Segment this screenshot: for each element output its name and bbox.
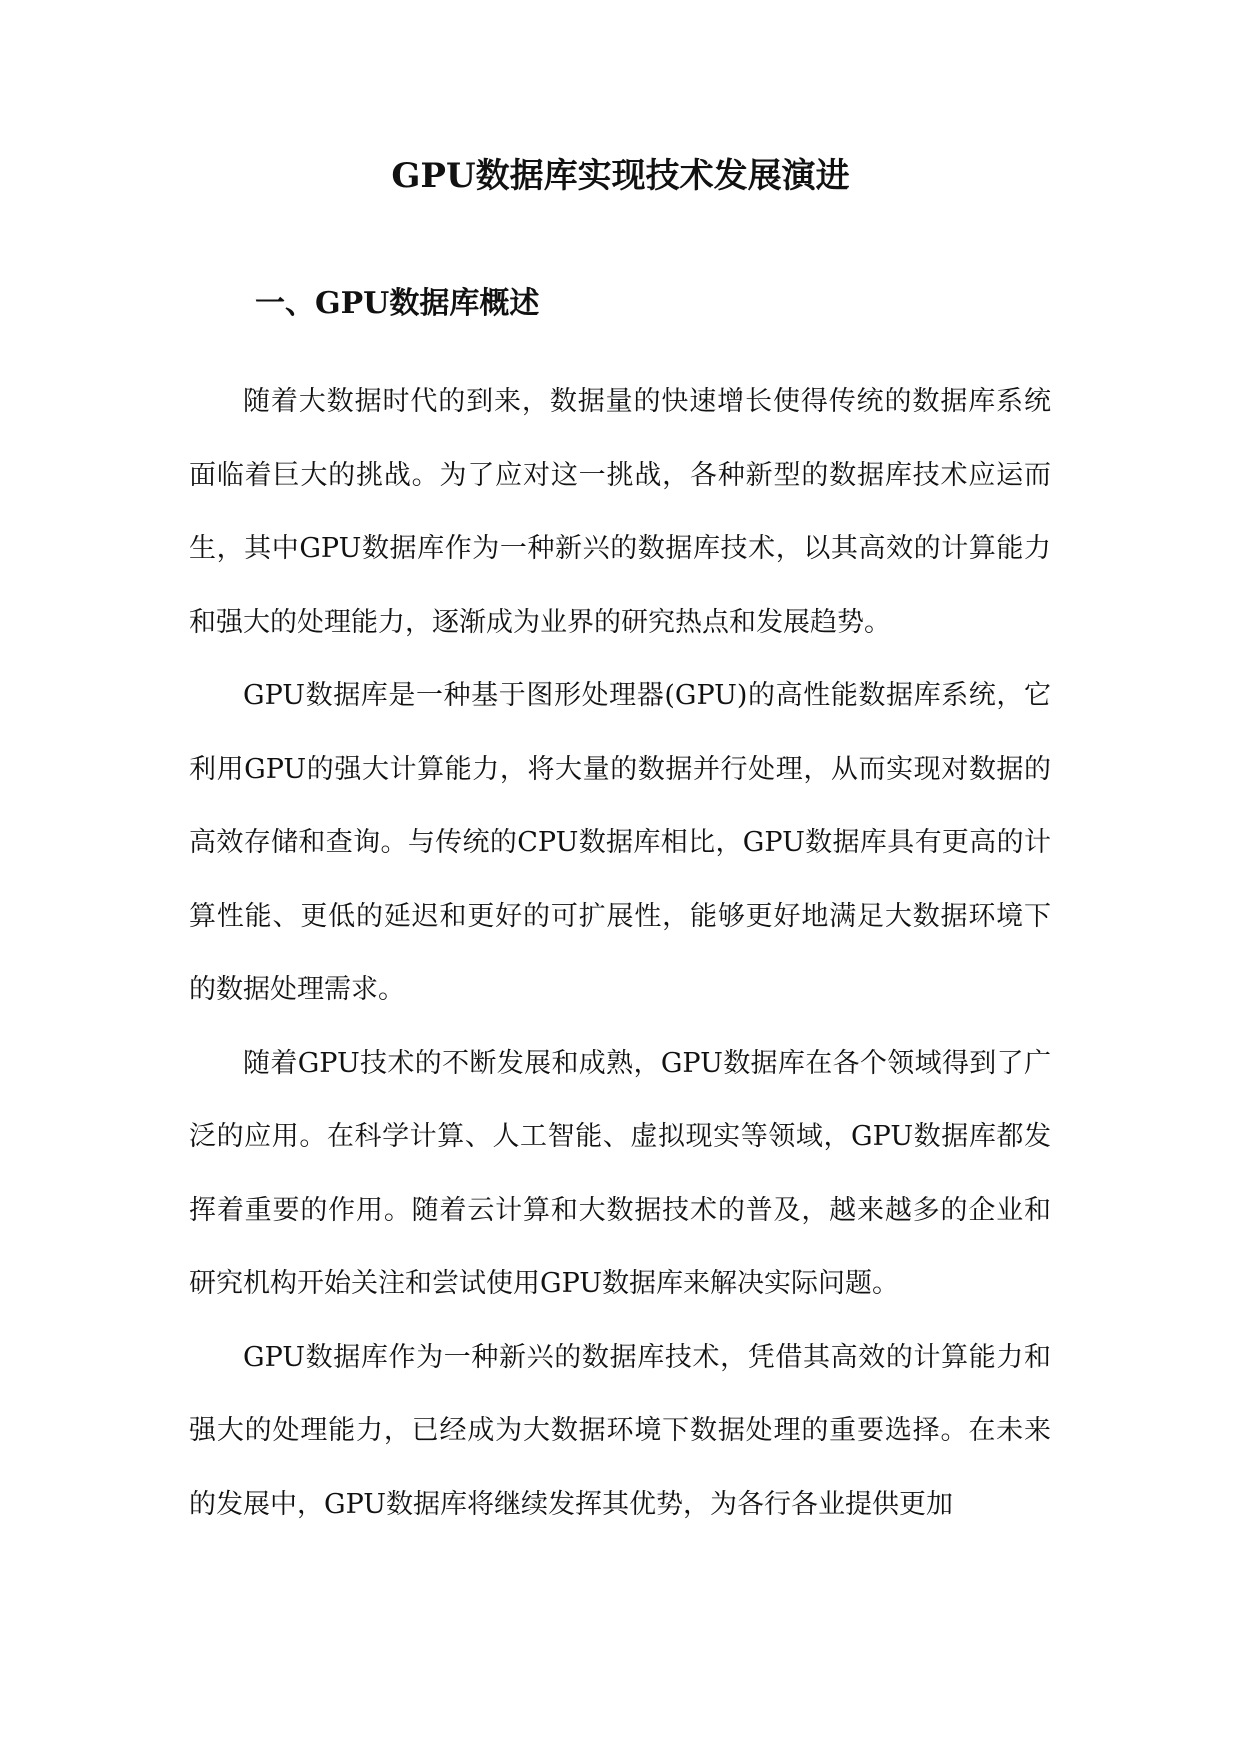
paragraph-3: 随着GPU技术的不断发展和成熟，GPU数据库在各个领域得到了广泛的应用。在科学计算、人工智能、虚拟现实等领域，GPU数据库都发挥着重要的作用。随着云计算和大数据技术的普及，越来越多的企业和研究机构开始关注和尝试使用GPU数据库来解决实际问题。 xyxy=(189,1047,1051,1299)
document-body xyxy=(189,365,1051,1541)
document-title: GPU数据库实现技术发展演进 xyxy=(391,156,850,196)
paragraph-1: 随着大数据时代的到来，数据量的快速增长使得传统的数据库系统面临着巨大的挑战。为了应对这一挑战，各种新型的数据库技术应运而生，其中GPU数据库作为一种新兴的数据库技术，以其高效的计算能力和强大的处理能力，逐渐成为业界的研究热点和发展趋势。 xyxy=(189,386,1051,638)
paragraph-4: GPU数据库作为一种新兴的数据库技术，凭借其高效的计算能力和强大的处理能力，已经成为大数据环境下数据处理的重要选择。在未来的发展中，GPU数据库将继续发挥其优势，为各行各业提供更加 xyxy=(189,1341,1051,1520)
section-heading-overview: 一、GPU数据库概述 xyxy=(255,286,540,321)
paragraph-2: GPU数据库是一种基于图形处理器(GPU)的高性能数据库系统，它利用GPU的强大计算能力，将大量的数据并行处理，从而实现对数据的高效存储和查询。与传统的CPU数据库相比，GPU数据库具有更高的计算性能、更低的延迟和更好的可扩展性，能够更好地满足大数据环境下的数据处理需求。 xyxy=(189,680,1051,1005)
